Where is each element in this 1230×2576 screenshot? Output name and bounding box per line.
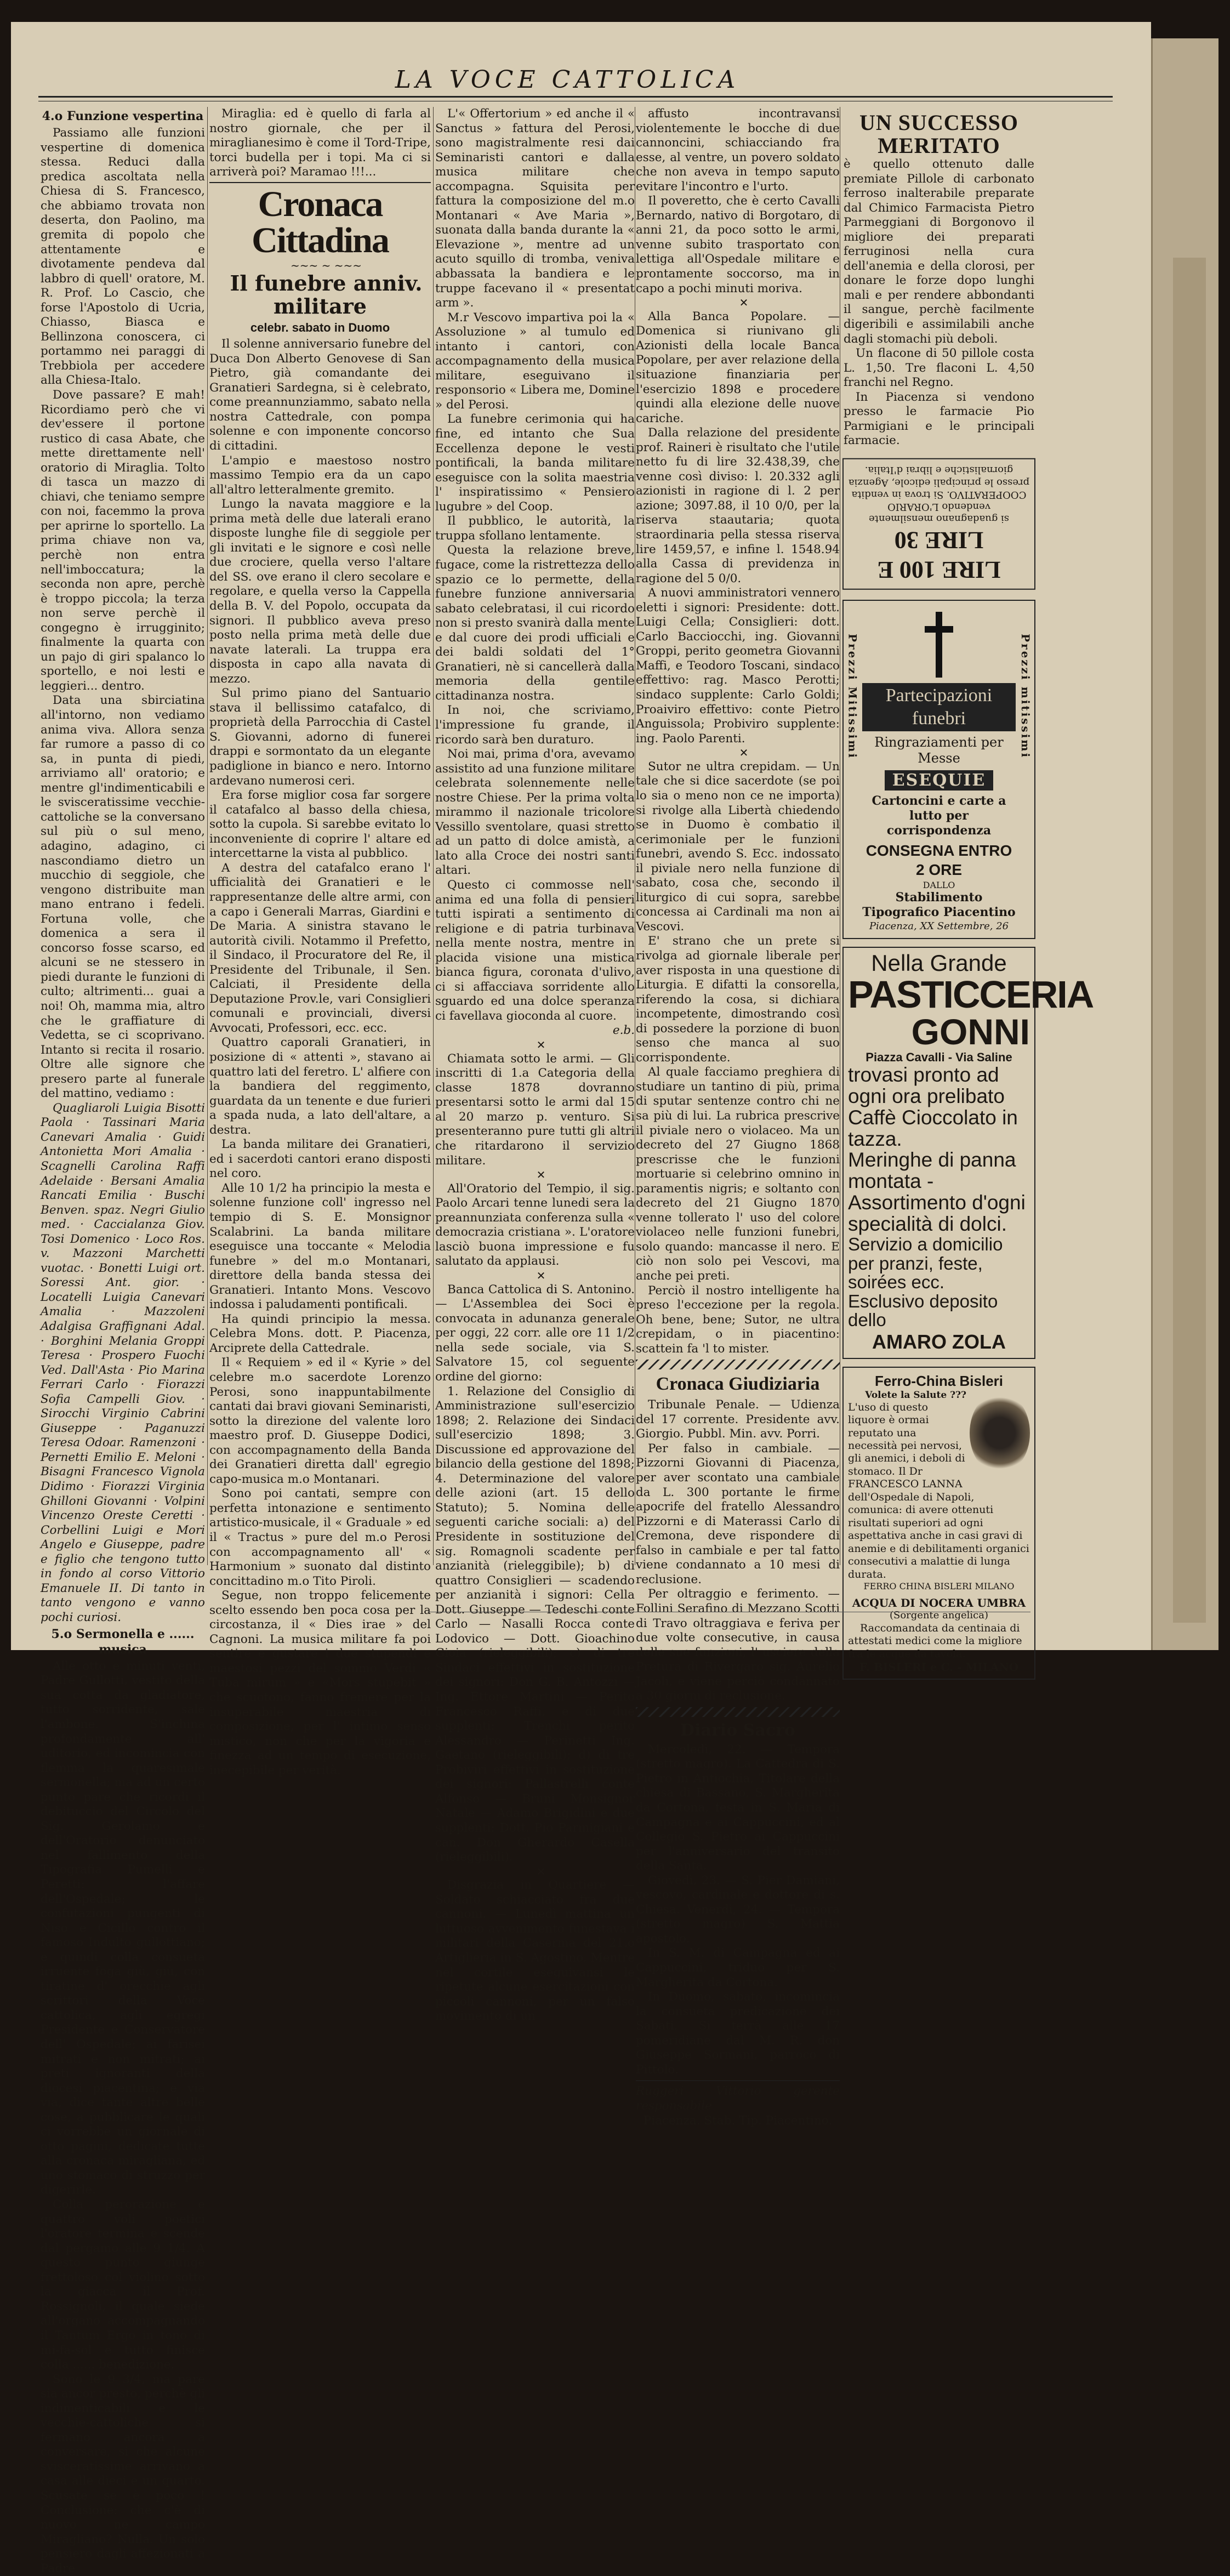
paragraph: M.r Vescovo impartiva poi la « Assoluzione » al tumulo ed intanto i cantori, con accompagnamento della musica militare, eseguivano il responsorio « Libera me, Domine » del Perosi. bbox=[435, 310, 635, 412]
paragraph: Ha quindi principio la messa. Celebra Mons. dott. P. Piacenza, Arciprete della Cattedrale. bbox=[209, 1312, 431, 1355]
ad-company: Stabilimento Tipografico Piacentino bbox=[862, 890, 1016, 920]
masthead-rule bbox=[38, 96, 1113, 101]
paragraph: Colla perorazione e quattro voli poetici l'oratore termina e scende dal pergamo alle 9 1/4. A questo punto giunge frettoloso col violino sotto la giacca il Prof. Rossignoli, il quale siede all'organo accompagnando il Tantum Ergo in tono di mi-fa-sol e tutto finisce colla ...... benedizione. bbox=[41, 2198, 205, 2372]
paragraph: L'« Offertorium » ed anche il « Sanctus » fattura del Perosi, sono magistralmente resi dai Seminaristi cantori e dalla musica militare che accompagna. Squisita per fattura la composizione del m.o Montanari « Ave Maria », suonata dalla banda durante la « Elevazione », mentre ad un acuto squillo di tromba, veniva abbassata la bandiera e le truppe facevano il « presentat arm ». bbox=[435, 107, 635, 310]
paragraph: Alla Banca Popolare. — Domenica si riunivano gli Azionisti della locale Banca Popolare, per aver relazione della situazione finanziaria per l'esercizio 1898 e procedere quindi alla elezione delle nuove cariche. bbox=[636, 309, 840, 425]
column-divider bbox=[433, 107, 434, 1565]
ad-text: è quello ottenuto dalle premiate Pillole di carbonato ferroso inalterabile preparate dal Chimico Farmacista Pietro Parmeggiani di Borgonovo il migliore dei preparati ferruginosi nella cura dell'anemia e della clorosi, per donare le forze dopo lunghi mali e per rendere abbondanti il sangue, perchè facilmente digeribili e assimilabili anche dagli stomachi più deboli. bbox=[844, 157, 1034, 346]
paragraph: Il pubblico, le autorità, la truppa sfollano lentamente. bbox=[435, 514, 635, 543]
paragraph: Disgrazia in Quartiere — Soldato schiacciato fra due cannoni. — Lunedì mattina un luttuoso avvenimento funestava i militari della Caserma del 21.o Artiglieria in S. Agostino. Mentre nel cortile eseguivansi le ripetute alcune esercitazioni con piccoli cannoni, per un falso movimento di un bbox=[435, 1878, 635, 2023]
paragraph: Il solenne anniversario funebre del Duca Don Alberto Genovese di San Pietro, già comandante dei Granatieri Sardegna, si è celebrato, come preannunziammo, sabato nella nostra Cattedrale, con pompa solenne e con imponente concorso di cittadini. bbox=[209, 337, 431, 453]
printer-line: Piacenza. Stab. Tip. Piacentino. bbox=[643, 2113, 833, 2128]
ad-price: Un flacone di 50 pillole costa L. 1,50. Tre flaconi L. 4,50 franchi nel Regno. bbox=[844, 346, 1034, 390]
paragraph: Chiamata sotto le armi. — Gli inscritti di 1.a Categoria della classe 1878 dovranno presentarsi sotto le armi dal 15 al 20 marzo p. venturo. Si presenteranno pure tutti gli altri che ritardarono il servizio militare. bbox=[435, 1051, 635, 1168]
ad-title: Partecipazioni funebri bbox=[862, 683, 1016, 731]
ad-subtitle: Ringraziamenti per Messe bbox=[874, 734, 1004, 766]
paragraph: All'Oratorio del Tempio, il sig. Paolo Arcari tenne lunedi sera la preannunziata conferenza sulla « democrazia cristiana ». L'oratore lasciò buona impressione e fu salutato da applausi. bbox=[435, 1181, 635, 1269]
paragraph: In S. M. di Campagna ed ai Cappuccini, triduo per S. Margherita da Cortona. bbox=[636, 1946, 840, 1989]
page-edge-stack-inner bbox=[1173, 258, 1206, 1623]
paragraph: Miraglia: ed è quello di farla al nostro giornale, che per il miraglianesimo è come il Tord-Tripe, torci budella per i topi. Ma ci si arriverà poi? Maramao !!!... bbox=[209, 107, 431, 179]
gerente-line: Ruggeri Vittorio gerente responsabile bbox=[636, 2084, 840, 2113]
separator-mark: ✕ bbox=[536, 1864, 546, 1878]
article-subtitle: celebr. sabato in Duomo bbox=[250, 321, 390, 335]
paragraph: Il poveretto, che è certo Cavalli Bernardo, nativo di Borgotaro, di anni 21, da poco sotto le armi, venne subito trasportato con lettiga all'Ospedale militare e prontamente soccorso, ma in capo a pochi minuti moriva. bbox=[636, 194, 840, 295]
ad-place: In Piacenza si vendono presso le farmacie Pio Parmigiani e le principali farmacie. bbox=[844, 390, 1034, 448]
column-3 bbox=[435, 107, 635, 2023]
paragraph: Sul primo piano del Santuario stava il bellissimo catafalco, di proprietà della Parrocchia di Castel S. Giovanni, adorno di funerei drappi e sormontato da un elegante padiglione in bianco e nero. Intorno ardevano numerosi ceri. bbox=[209, 686, 431, 788]
ad-title: LIRE 100 E LIRE 30 bbox=[877, 526, 1001, 583]
ad-line: Nella Grande bbox=[871, 949, 1007, 976]
signature: e.b. bbox=[612, 1023, 635, 1038]
ad-subtitle-note: (Sorgente angelica) bbox=[889, 1610, 989, 1622]
paragraph: Quattro caporali Granatieri, in posizione di « attenti », stavano ai quattro lati del feretro. L' alfiere con la bandiera del reggimento, guardata da un tenente e due furieri a spada nuda, a lato dell'altare, a destra. bbox=[209, 1036, 431, 1137]
column-divider bbox=[207, 107, 208, 1565]
separator-mark: ✕ bbox=[536, 1168, 546, 1182]
paragraph: Passiamo alle funzioni vespertine di domenica stessa. Reduci dalla predica ascoltata nella Chiesa di S. Francesco, che abbiamo trovata non deserta, don Paolino, ma gremita di popolo che attentamente e divotamente pendeva dal labbro di quell' oratore, M. R. Prof. Lo Cascio, che forse l'Apostolo di Ucria, Chiasso, Biasca e Bellinzona conoscera, ci portammo nei paraggi di Trebbiola per accedere alla Chiesa-Italo. bbox=[41, 126, 205, 388]
agenda-list: 1. Relazione del Consiglio di Amministrazione sull'esercizio 1898; 2. Relazione dei Sindaci sull'esercizio 1898; 3. Discussione ed approvazione del bilancio della gestione del 1898; 4. Determinazione del valore delle azioni (art. 15 dello Statuto); 5. Nomina delle seguenti cariche sociali: a) del Presidente in sostituzione del sig. Romagnoli scadente per anzianità (rieleggibile); b) di quattro Consiglieri — scadendo per anzianità i signori: Cella Dott. Giuseppe — Tedeschi conte Carlo — Nasalli Rocca conte Lodovico — Dott. Gioachino Gioia (rieleggibili); c) di tre Sindaci effettivi in sostituzione dei signori: Don G. B. Antozzi — Ing. Ettore Martini — Perito Francesco Raffi, e di due supplenti: Trenchi perito Alessandro — Perinetti Ing. Gaetano (rieleggibili); d) di tre Probiviri effettivi in sostituzione dei signori: Pallastrelli conte Alfonso — Bruni Monsignor Natale — Adamo Brigidini e due supplenti: Dott. Pio Parmigiani e can. Don Gherardo Casella (rieleggibili). bbox=[435, 1384, 635, 1864]
separator-mark: ✕ bbox=[536, 1038, 546, 1051]
column-4 bbox=[636, 107, 840, 2128]
page-bottom-rule bbox=[428, 1612, 1030, 1625]
paragraph: La banda militare dei Granatieri, ed i sacerdoti cantori erano disposti nel coro. bbox=[209, 1138, 431, 1181]
paragraph: Al quale facciamo preghiera di studiare un tantino di più, prima di sputar sentenze contro chi ne sa più di lui. La rubrica prescrive il piviale nero o violaceo. Ma un decreto del 27 Giugno 1868 prescrisse che le funzioni mortuarie si celebrino omnino in paramentis nigris; e soltanto con decreto del 21 Giugno 1870 venne tollerato l' uso del colore violaceo nelle funzioni funebri, solo quando: mancasse il nero. E ciò non solo pei Vescovi, ma anche pei preti. bbox=[636, 1065, 840, 1283]
side-text-right: Prezzi mitissimi bbox=[1019, 633, 1032, 759]
paragraph: Questo ci commosse nell' anima ed una folla di pensieri tutti ispirati a sentimento di religione e di patria turbinava nella mente nostra, mentre in placida visione una mistica bianca figura, coronata d'ulivo, ci si affacciava sorridente allo sguardo ed una dolce speranza ci favellava gioconda al cuore. bbox=[435, 878, 635, 1023]
ad-text: L'uso di questo liquore è ormai reputato una necessità pei nervosi, gli anemici, i deboli di stomaco. Il Dr FRANCESCO LANNA dell'Ospedale di Napoli, comunica: di avere ottenuti risultati superiori ad ogni aspettativa anche in casi gravi di anemie e di debilitamenti organici consecutivi a malattie di lunga durata. bbox=[848, 1401, 1029, 1580]
paragraph: Dalla relazione del presidente prof. Raineri è risultato che l'utile netto fu di lire 32.438,39, che venne così diviso: l. 20.332 agli azionisti in ragione di l. 2 per azione; 3097.88, il 10 0/0, per la riserva staautaria; quota straordinaria pella stessa riserva lire 1459,57, e infine l. 1548.94 alla Cassa di previdenza in ragione del 5 0/0. bbox=[636, 426, 840, 585]
section-heading: 4.o Funzione vespertina bbox=[42, 109, 204, 123]
paragraph: In noi, che scriviamo, l'impressione fu grande, il ricordo sarà ben duraturo. bbox=[435, 703, 635, 747]
paragraph: Questa la relazione breve, fugace, come la ristrettezza dello spazio ce lo permette, della funebre funzione anniversaria sabato celebratasi, il cui ricordo non si presto svanirà dalla mente e dal cuore dei prodi ufficiali e dei baldi soldati del 1° Granatieri, nè si cancellerà dalla memoria della gentile cittadinanza nostra. bbox=[435, 543, 635, 703]
ad-text: si guadagnano mensilmente vendendo L'ORARIO COOPERATIVO. Si trova in vendita presso le principali edicole, Agenzia giornalistiche e librai d'Italia. bbox=[848, 464, 1030, 525]
ad-text: Esclusivo deposito dello bbox=[848, 1290, 998, 1330]
separator-mark: ✕ bbox=[739, 746, 749, 760]
paragraph: affusto incontravansi violentemente le bocche di due cannoncini, schiacciando fra esse, al ventre, un povero soldato che non aveva in tempo saputo evitare l'incontro e l'urto. bbox=[636, 107, 840, 194]
article-title: Il funebre anniv. militare bbox=[230, 271, 423, 319]
paragraph: Mercoledì, 22. — Tempora (stretto magro). La Cattedra di S. Pietro in Antiochia, Titolare della chiesa di Bassano, S. Margherita da Cortona, festa in S. Maria di Campagna e ai Cappuccini, ed al Collegio S. Pietro ai Cappuccini per l'anniversario del transito della Santa. bbox=[636, 1742, 840, 1873]
paragraph: Noi mai, prima d'ora, avevamo assistito ad una funzione militare celebrata solennemente nelle nostre Chiese. Per la prima volta mirammo il nazionale tricolore Vessillo sventolare, quasi stretto ad un patto di dolce amistà, a lato alla Croce dei nostri santi altari. bbox=[435, 747, 635, 878]
separator-mark: ✕ bbox=[536, 1269, 546, 1283]
ad-label: FERRO CHINA BISLERI MILANO bbox=[863, 1580, 1015, 1591]
paragraph: Tribunale Penale. — Udienza del 17 corrente. Presidente avv. Giorgio. Pubbl. Min. avv. Porri. bbox=[636, 1398, 840, 1441]
ornament-border bbox=[636, 1360, 840, 1369]
separator-mark: ✕ bbox=[739, 296, 749, 310]
masthead: LA VOCE CATTOLICA bbox=[395, 66, 740, 94]
ornament: ~~~ ~ ~~~ bbox=[290, 258, 362, 272]
paragraph: A nuovi amministratori vennero eletti i signori: Presidente: dott. Luigi Cella; Consiglieri: dott. Carlo Bacciocchi, ing. Giovanni Groppi, perito geometra Giovanni Maffi, e Teodoro Toscani, sindaco effettivo: rag. Masco Perotti; sindaco supplente: Carlo Goldi; Proaiviro effettivo: conte Pietro Anguissola; Probiviro supplente: ing. Paolo Parenti. bbox=[636, 586, 840, 746]
paragraph: In Duomo, sabato, incomincia la consueta predicazione dei Sabati. Si terrà alle 17 pomeridiane dal M. R. don Giuseppe Sormani, parroco di Pittolo. bbox=[636, 1990, 840, 2077]
paragraph: La funebre cerimonia qui ha fine, ed intanto che Sua Eccellenza depone le vesti pontificali, la banda militare eseguisce con la solita maestria l' inspiratissimo « Pensiero lugubre » del Coop. bbox=[435, 412, 635, 514]
ad-delivery: CONSEGNA ENTRO 2 ORE bbox=[865, 842, 1012, 878]
ad-address: Piacenza, XX Settembre, 26 bbox=[869, 920, 1009, 932]
ad-subtitle: ACQUA DI NOCERA UMBRA bbox=[852, 1596, 1026, 1610]
paragraph: Per falso in cambiale. — Pizzorni Giovanni di Piacenza, per aver scontato una cambiale da L. 300 portante le firme apocrife del fratello Alessandro Pizzorni e di Materassi Carlo di Cremona, deve rispondere di falso in cambiale e per tal fatto viene condannato a 10 mesi di reclusione. bbox=[636, 1441, 840, 1586]
section-heading: 5.o Sermonella e ...... musica bbox=[51, 1627, 195, 1657]
paragraph: Alle 10 1/2 ha principio la mesta e solenne funzione coll' ingresso nel tempio di S. E. Monsignor Scalabrini. La banda militare eseguisce una toccante « Melodia funebre » del m.o Montanari, direttore della banda stessa dei Granatieri. Intanto Mons. Vescovo indossa i paludamenti pontificali. bbox=[209, 1181, 431, 1312]
paragraph: L'ampio e maestoso nostro massimo Tempio era da un capo all'altro letteralmente gremito. bbox=[209, 453, 431, 497]
ad-pasticceria-gonni bbox=[842, 947, 1094, 1359]
paragraph: Dove passare? E mah! Ricordiamo però che vi dev'essere il portone rustico di casa Abate, che mette direttamente nell' oratorio di Miraglia. Tolto di tasca un mazzo di chiavi, che teniamo sempre con noi, facemmo la prova per aprirne lo sportello. La prima chiave non va, perchè non entra nell'imboccatura; la seconda non apre, perchè è troppo piccola; la terza non serve perchè il congegno è irrugginito; finalmente la quarta con un pajo di giri spalanco lo sportello, e noi lesti e leggieri... dentro. bbox=[41, 388, 205, 693]
ad-text: Servizio a domicilio per pranzi, feste, soirées ecc. bbox=[848, 1233, 1003, 1293]
paragraph: Il « Requiem » ed il « Kyrie » del celebre m.o sacerdote Lorenzo Perosi, sono inappuntabilmente cantati dai bravi giovani Seminaristi, sotto la direzione del valente loro maestro prof. D. Giuseppe Dodici, con accompagnamento della Banda dei Granatieri diretta dall' egregio capo-musica m.o Montanari. bbox=[209, 1356, 431, 1486]
ad-firm: F. BISLERI e C. - MILANO bbox=[859, 1660, 1019, 1674]
section-title-cronaca-giudiziaria: Cronaca Giudiziaria bbox=[656, 1374, 820, 1395]
column-1 bbox=[41, 107, 205, 2575]
section-title-cronaca-cittadina: Cronaca Cittadina bbox=[252, 184, 389, 260]
paragraph: E' strano che un prete si rivolga ad giornale liberale per aver risposta in una questione di Liturgia. E difatti la consorella, riferendo la cosa, si dichiara incompetente, dimostrando così di possedere la porzione di buon senso che manca al suo corrispondente. bbox=[636, 934, 840, 1065]
paragraph: Sutor ne ultra crepidam. — Un tale che si dice sacerdote (se poi lo sia o meno non ce ne importa) si rivolge alla Libertà chiedendo se in Duomo è combatio il cerimoniale per le funzioni funebri, avendo S. Ecc. indossato il piviale nero nella funzione di sabato, cosa che, secondo il liturgico di cui sopra, sarebbe concessa ai Cardinali ma non ai Vescovi. bbox=[636, 759, 840, 934]
paragraph: Segue, non troppo felicemente scelto essendo ben poca cosa per la circostanza, il « Dies irae » del Cagnoni. La musica militare fa poi sentire e gustare i due stupendi e maestosi pezzi del sommo Verdi « Tuba mirum » e «Mors stupebit » che scuotono, fanno fremere per la insuperabile maestria di composizione, per l' intimo senso mistico, non che per la vigoria e finezza ad un tempo di esecuzione, inecepibile per verità. bbox=[209, 1589, 431, 1777]
ad-headline: PASTICCERIA bbox=[848, 973, 1094, 1016]
ad-text: Cartoncini e carte a lutto per corrispondenza bbox=[872, 793, 1006, 838]
ad-ferro-china-bisleri bbox=[842, 1367, 1035, 1680]
paragraph: Giovedì, 23. — S. Pier Damiani, vescovo, cardinale e dottore di s. Chiesa. Venerdì, 24. — Tempora (stretto magro) S. Mattia apostolo. bbox=[636, 1873, 840, 1946]
name-list: Quagliaroli Luigia Bisotti Paola · Tassinari Maria Canevari Amalia · Guidi Antonietta Mori Amalia · Scagnelli Carolina Raffi Adelaide · Bersani Amalia Rancati Emilia · Buschi Benven. spaz. Negri Giulio med. · Caccialanza Giov. Tosi Domenico · Loco Ros. v. Mazzoni Marchetti vuotac. · Bonetti Luigi ort. Soressi Ant. gior. · Locatelli Luigia Canevari Amalia · Mazzoleni Adalgisa Graffignani Adal. · Borghini Melania Groppi Teresa · Prospero Fuochi Ved. Dall'Asta · Pio Marina Ferrari Carlo · Fiorazzi Sofia Campelli Giov. · Sirocchi Virginio Cabrini Giuseppe · Paganuzzi Teresa Odoar. Ramenzoni · Pernetti Emilio E. Meloni · Bisagni Francesco Vignola Didimo · Fiorazzi Virginia Ghilloni Giovanni · Volpini Vincenzo Oreste Ceretti · Corbellini Luigi e Mori Angelo e Giuseppe, padre e figlio che tengono tutto in fondo al corso Vittorio Emanuele II. Di tanto in tanto vengono e vanno pochi curiosi. bbox=[41, 1101, 205, 1624]
ad-text: trovasi pronto ad ogni ora prelibato Caffè Cioccolato in tazza. bbox=[848, 1064, 1018, 1150]
ad-brand: GONNI bbox=[911, 1011, 1030, 1052]
column-2 bbox=[209, 107, 431, 1777]
paragraph: A destra del catafalco erano l' ufficialità dei Granatieri e le rappresentanze delle altre armi, con a capo i Generali Marras, Giardini e De Maria. A sinistra stavano le autorità civili. Notammo il Prefetto, il Sindaco, il Procuratore del Re, il Presidente del Tribunale, il Sen. Calciati, il Presidente della Deputazione Prov.le, vari Consiglieri comunali e provinciali, diversi Avvocati, Professori, ecc. ecc. bbox=[209, 861, 431, 1035]
paragraph: Alle otto e minuti venti, Padre Gullotti, vestito della sua cotta da gladiatore, tutto sorridente, sale l'ambone. S'inchina profondamente all' uditorio, ed incomincia con flemma la quaresimale sermonella; ma ad un certo punto pare che ricordi il debituccio del Circolo del Sig. Gerolamo e dell'Oratorio denunciato nel fallimento della Tipografia Pumelli e Peretti: l'affare dell'Ospedale; le confutazioni pungenti di Niso e Cicillo contro il famoso Indulto gullottiano; e quindi colla consueta irruente foga giù, giù, con tiratine d' orecchie agli scrittori della Voce cattolica, agli egregi Presidente e Conservatore dell' Ospedale; ai farisei mitrati e non mitrati; ai preti ignoranti della diocesi piacentina; e via via, dice tante altre belle cose, a pubblicare le quali ci vorrebbe un giornale di otto pagini, dedicate tutte alla cronaca miragliana, ed uno stomaco di struzzo per digerirle. bbox=[41, 1659, 205, 2197]
cross-icon bbox=[922, 612, 955, 678]
paragraph: Banca Cattolica di S. Antonino. — L'Assemblea dei Soci è convocata in adunanza generale per oggi, 22 corr. alle ore 11 1/2 nella sede sociale, via S. Salvatore 15, col seguente ordine del giorno: bbox=[435, 1282, 635, 1384]
ad-title: Ferro-China Bisleri bbox=[874, 1372, 1004, 1389]
paragraph: Era forse miglior cosa far sorgere il catafalco al basso della chiesa, sotto la cupola. Si sarebbe evitato lo inconveniente di coprire l' altare ed intercettarne la vista al pubblico. bbox=[209, 788, 431, 861]
paragraph: Sono poi cantati, sempre con perfetta intonazione e sentimento artistico-musicale, il « Graduale » ed il « Tractus » pure del m.o Perosi con accompagnamento all' « Harmonium » suonato dal distinto concittadino m.o Tito Piroli. bbox=[209, 1487, 431, 1588]
ad-pillole bbox=[842, 110, 1035, 450]
ad-slogan: Volete la Salute ??? bbox=[865, 1389, 966, 1401]
ad-text: Meringhe di panna montata - Assortimento d'ogni specialità di dolci. bbox=[848, 1148, 1026, 1236]
ad-orario-cooperativo bbox=[842, 458, 1035, 590]
ornament-border bbox=[636, 1707, 840, 1717]
ad-partecipazioni-funebri bbox=[842, 600, 1035, 939]
paragraph: Per oltraggio e ferimento. — Follini Serafino di Mezzano Scotti di Travo oltraggiava e feriva per due volte consecutive, in causa delle sue funzioni, l' usciere della Pretura di Rivergaro sig. Aurelio Jacoli, e viene perciò condannato a 30 giorni di reclusione. bbox=[636, 1587, 840, 1703]
ad-title: UN SUCCESSO MERITATO bbox=[859, 110, 1018, 158]
paragraph: Perciò il nostro intelligente ha preso l'eccezione per la regola. Oh bene, bene; Sutor, ne ultra crepidam, o in piacentino: scattein fa 'l to mister. bbox=[636, 1283, 840, 1356]
column-5-ads bbox=[841, 107, 1094, 1674]
paragraph: Sono le 9 3/4, ma pare sia ancor presto, perchè gli indimenticabili e le vecchie-cattoliche si fermano ancora a conversare, si che alcune svisceratissime arrivano a casa alle dieci e un quarto. Scusate se è poco ! Conclusione: che c'è di nuovo ne campo Miragliano? Nulla. Un solo pensiero dagli affezionati a Padre bbox=[41, 2372, 205, 2575]
rule bbox=[636, 2080, 840, 2081]
ad-band: ESEQUIE bbox=[885, 770, 994, 791]
section-title-diario-sacro: Diario Sacro bbox=[680, 1720, 795, 1740]
section-rule bbox=[209, 182, 431, 183]
paragraph: Data una sbirciatina all'intorno, non vediamo anima viva. Allora senza far rumore a passo di co sa, in punta di piedi, arriviamo all' oratorio; e mentre gl'indimenticabili e le svisceratissime vecchie-cattoliche se la conversano sul più o sul meno, adagino, adagino, ci nascondiamo dietro un mucchio di seggiole, che vengono distribuite man mano entrano i fedeli. Fortuna volle, che domenica a sera il concorso fosse scarso, ed alcuni se ne stessero in piedi durante le funzioni di culto; altrimenti... guai a noi! Oh, mamma mia, altro che le graffiature di Vedetta, se ci scoprivano. Intanto si recita il rosario. Oltre alle signore che presero parte al funerale del mattino, vediamo : bbox=[41, 693, 205, 1101]
ad-text: Raccomandata da centinaia di attestati medici come la migliore fra le acque da tavola. bbox=[848, 1622, 1022, 1660]
side-text-left: Prezzi Mitissimi bbox=[846, 633, 859, 759]
paragraph: Lungo la navata maggiore e la prima metà delle due laterali erano disposte lunghe file di seggiole per gli invitati e le signore e così nelle due crociere, quella verso l'altare del SS. ove erano il clero secolare e regolare, e quella verso la Cappella della B. V. del Popolo, occupata da signori. Il pubblico aveva preso posto nella prima metà delle due navate laterali. La truppa era disposta in capo alla navata di mezzo. bbox=[209, 497, 431, 686]
ad-address: Piazza Cavalli - Via Saline bbox=[865, 1050, 1012, 1064]
ad-dallo: DALLO bbox=[922, 879, 955, 890]
lion-head-illustration bbox=[970, 1392, 1030, 1474]
ad-product: AMARO ZOLA bbox=[872, 1330, 1006, 1354]
